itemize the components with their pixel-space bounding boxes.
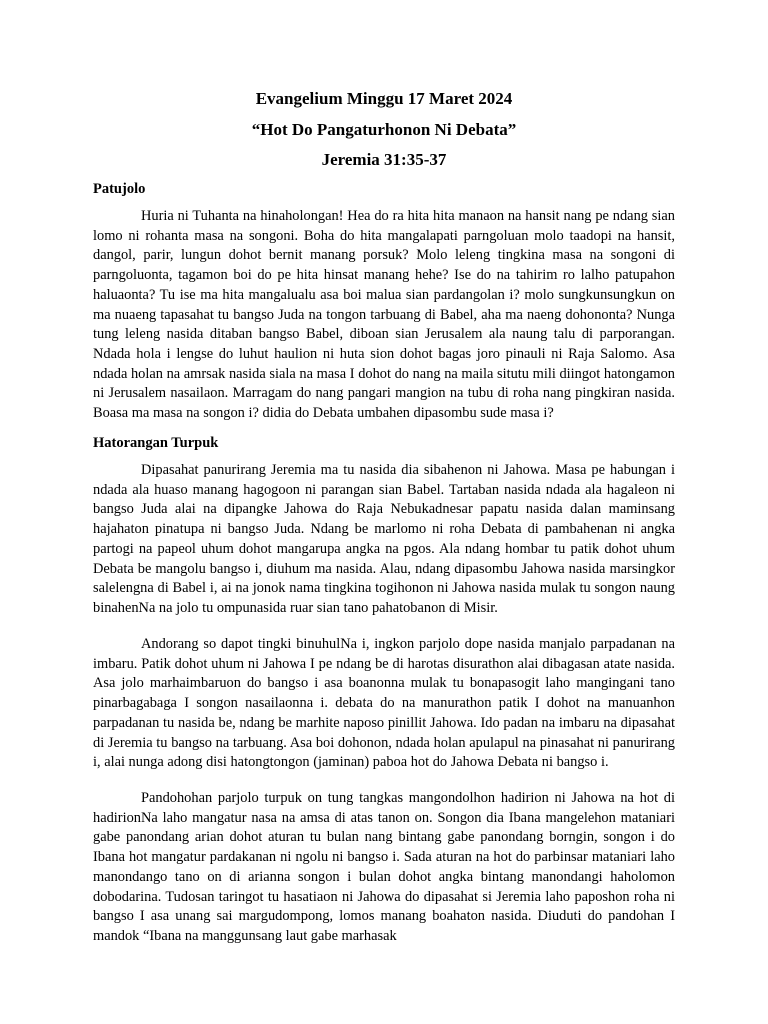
paragraph-explanation-1: Dipasahat panurirang Jeremia ma tu nasida dia sibahenon ni Jahowa. Masa pe habungan i ndada ala huaso manang hagogoon ni parangan sian Babel. Tartaban nasida ndada ala hagaleon ni bangso Juda alai na dipangke Jahowa do Raja Nebukadnesar papatu nasida dalan maminsang hajahaton pinatupa ni bangso Juda. Ndang be marlomo ni roha Debata di pambahenan ni angka partogi na papeol uhum dohot mangarupa angka na pgos. Ala ndang hombar tu patik dohot uhum Debata be mangolu bangso i, diuhum ma nasida. Alau, ndang dipasombu Jahowa nasida marsingkor salelengna di Babel i, ai na jonok nama tingkina togihonon ni Jahowa nasida mulak tu songon naung binahenNa na jolo tu ompunasida ruar sian tano pahatobanon di Misir.: [93, 462, 675, 616]
paragraph-introduction: Huria ni Tuhanta na hinaholongan! Hea do ra hita hita manaon na hansit nang pe ndang sian lomo ni rohanta masa na songoni. Boha do hita mangalapati parngoluan molo taadopi na hansit, dangol, parir, lungun dohot bernit manang porsuk? Molo leleng tingkina masa na songoni di parngoluonta, tagamon boi do pe hita hinsat manang hehe? Ise do na tahirim ro lalho patupahon haluaonta? Tu ise ma hita mangalualu asa boi malua sian pardangolan i? molo sungkunsungkun on ma nuaeng tapasahat tu bangso Juda na tongon tarbuang di Babel, aha ma naeng dohononta? Nunga tung leleng nasida ditaban bangso Babel, diboan sian Jerusalem ala naung talu di parporangan. Ndada hola i lengse do luhut haulion ni huta sion dohot bagas joro pinauli ni Raja Salomo. Asa ndada holan na amrsak nasida siala na masa I dohot do nang na maila situtu mili diingot hatongamon ni Jerusalem nasailaon. Marragam do nang pangari mangion na tubu di roha nang pingkiran nasida. Boasa ma masa na songon i? didia do Debata umbahen dipasombu sude masa i?: [93, 208, 675, 422]
document-title: Evangelium Minggu 17 Maret 2024: [255, 89, 513, 108]
section-heading-patujolo: Patujolo: [93, 181, 146, 197]
sermon-theme: “Hot Do Pangaturhonon Ni Debata”: [251, 120, 517, 139]
scripture-reference: Jeremia 31:35-37: [321, 150, 447, 169]
section-heading-hatorangan-turpuk: Hatorangan Turpuk: [93, 435, 219, 451]
paragraph-explanation-2: Andorang so dapot tingki binuhulNa i, ingkon parjolo dope nasida manjalo parpadanan na imbaru. Patik dohot uhum ni Jahowa I pe ndang be di harotas disurathon alai dibagasan atate nasida. Asa jolo marhaimbaruon do bangso i asa boanonna mulak tu bonapasogit laho mangingani tano pinarbagabaga I songon nasailaonna i. debata do na manurathon patik I dohot na manuanhon parpadanan tu nasida be, ndang be marhite naposo pinillit Jahowa. Ido padan na imbaru na dipasahat di Jeremia tu bangso na tarbuang. Asa boi dohonon, ndada holan apulapul na pinasahat ni panurirang i, alai nunga adong disi hatongtongon (jaminan) paboa hot do Jahowa Debata ni bangso i.: [93, 636, 675, 771]
paragraph-explanation-3: Pandohohan parjolo turpuk on tung tangkas mangondolhon hadirion ni Jahowa na hot di hadirionNa laho mangatur nasa na amsa di atas tanon on. Songon dia Ibana mangelehon mataniari gabe panondang arian dohot aturan tu bulan nang bintang gabe panondang borngin, songon i do Ibana hot mangatur pardakanan ni ngolu ni bangso i. Sada aturan na hot do parbinsar mataniari laho manondango tano on di arianna songon i bulan dohot angka bintang manondangi haholomon dobodarina. Tudosan taringot tu hasatiaon ni Jahowa do dipasahat si Jeremia laho paposhon roha ni bangso I asa unang sai margudompong, lomos manang boahaton nasida. Diuduti do pandohan I mandok “Ibana na manggunsang laut gabe marhasak: [93, 790, 675, 944]
